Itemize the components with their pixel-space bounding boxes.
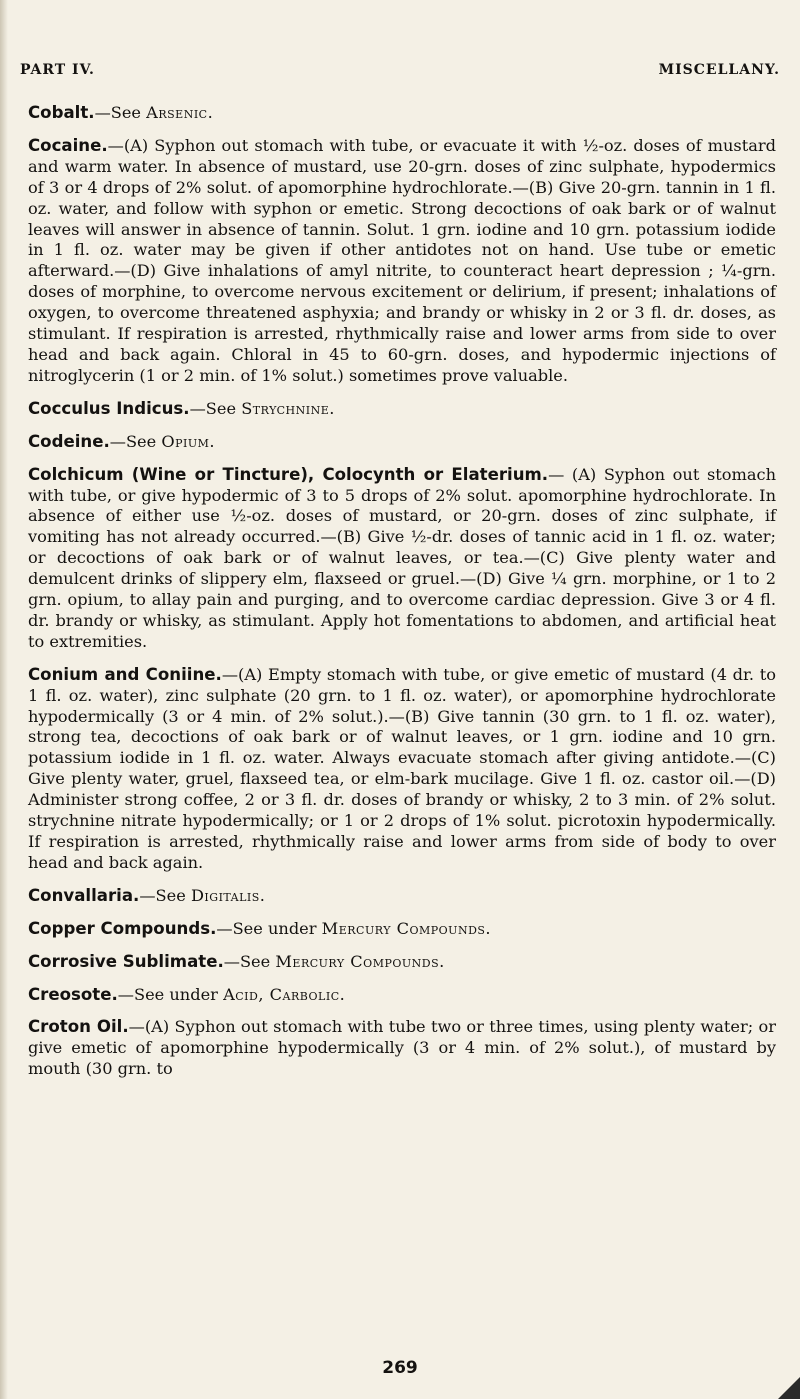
entry-codeine [28,432,776,453]
entry-heading: Copper Compounds. [28,918,217,938]
dash: — [189,398,206,418]
see-text: See under [133,984,218,1004]
entry-cobalt [28,103,776,124]
cross-reference: Digitalis. [190,885,266,905]
entry-convallaria [28,886,776,907]
page-body [28,103,776,1092]
entry-heading: Cobalt. [28,103,95,122]
dash: — [109,431,126,451]
entry-heading: Colchicum (Wine or Tincture), Colocynth or Elaterium. [28,464,549,484]
dash: — [223,951,240,971]
dash: — [216,918,233,938]
entry-creosote [28,985,776,1006]
dash: — [117,984,134,1004]
entry-text: — (A) Syphon out stomach with tube, or give hypodermic of 3 to 5 drops of 2% solut. apomorphine hydrochlorate. In absence of either use ½-oz. doses of mustard, or 20-grn. doses of zinc sulphate, if vomiting has not already occurred.—(B) Give ½-dr. doses of tannic acid in 1 fl. oz. water; or decoctions of oak bark or of walnut leaves, or tea.—(C) Give plenty water and demulcent drinks of slippery elm, flaxseed or gruel.—(D) Give ¼ grn. morphine, or 1 to 2 grn. opium, to allay pain and purging, and to overcome cardiac depression. Give 3 or 4 fl. dr. brandy or whisky, as stimulant. Apply hot fomentations to abdomen, and artificial heat to extremities. [28,464,777,651]
see-text: See under [232,918,317,938]
entry-heading: Croton Oil. [28,1017,129,1037]
cross-reference: Arsenic. [146,103,214,122]
entry-heading: Cocculus Indicus. [28,398,190,418]
page-corner-mark [778,1377,800,1399]
entry-heading: Creosote. [28,984,118,1004]
cross-reference: Mercury Compounds. [321,918,492,938]
entry-text: —(A) Syphon out stomach with tube two or three times, using plenty water; or give emetic of apomorphine hypodermically (3 or 4 min. of 2% solut.), of mustard by mouth (30 grn. to [28,1017,776,1079]
entry-cocaine [28,136,776,387]
see-text: See [125,431,157,451]
dash: — [94,103,111,122]
entry-heading: Conium and Coniine. [28,664,222,684]
dash: — [139,885,156,905]
page-number: 269 [382,1358,418,1378]
entry-heading: Convallaria. [28,885,140,905]
page-gutter-shadow [0,0,8,1399]
entry-text: (A) Syphon out stomach with tube, or evacuate it with ½-oz. doses of mustard and warm water. In absence of mustard, use 20-grn. doses of zinc sulphate, hypodermics of 3 or 4 drops of 2% solut. of apomorphine hydrochlorate.—(B) Give 20-grn. tannin in 1 fl. oz. water, and follow with syphon or emetic. Strong decoctions of oak bark or of walnut leaves will answer in absence of tannin. Solut. 1 grn. iodine and 10 grn. potassium iodide in 1 fl. oz. water may be given if other antidotes not on hand. Use tube or emetic afterward.—(D) Give inhalations of amyl nitrite, to counteract heart depression ; ¼-grn. doses of morphine, to overcome nervous excitement or delirium, if present; inhalations of oxygen, to overcome threatened asphyxia; and brandy or whisky in 2 or 3 fl. dr. doses, as stimulant. If respiration is arrested, rhythmically raise and lower arms from side to over head and back again. Chloral in 45 to 60-grn. doses, and hypodermic injections of nitroglycerin (1 or 2 min. of 1% solut.) sometimes prove valuable. [28,135,776,385]
cross-reference: Strychnine. [241,398,335,418]
see-text: See [205,398,237,418]
entry-cocculus-indicus [28,399,776,420]
entry-heading: Corrosive Sublimate. [28,951,224,971]
dash: — [107,135,124,155]
entry-text: —(A) Empty stomach with tube, or give emetic of mustard (4 dr. to 1 fl. oz. water), zinc sulphate (20 grn. to 1 fl. oz. water), or apomorphine hydrochlorate hypodermically (3 or 4 min. of 2% solut.).—(B) Give tannin (30 grn. to 1 fl. oz. water), strong tea, decoctions of oak bark or of walnut leaves, or 1 grn. iodine and 10 grn. potassium iodide in 1 fl. oz. water. Always evacuate stomach after giving antidote.—(C) Give plenty water, gruel, flaxseed tea, or elm-bark mucilage. Give 1 fl. oz. castor oil.—(D) Administer strong coffee, 2 or 3 fl. dr. doses of brandy or whisky, 2 to 3 min. of 2% solut. strychnine nitrate hypodermically; or 1 or 2 drops of 1% solut. picrotoxin hypodermically. If respiration is arrested, rhythmically raise and lower arms from side of body to over head and back again. [28,664,776,872]
see-text: See [239,951,271,971]
cross-reference: Mercury Compounds. [275,951,445,971]
see-text: See [155,885,186,905]
entry-copper-compounds [28,919,776,940]
entry-colchicum [28,465,776,653]
entry-heading: Codeine. [28,431,110,451]
entry-corrosive-sublimate [28,952,776,973]
header-section: MISCELLANY. [658,62,780,78]
running-header [20,62,780,84]
cross-reference: Opium. [161,431,216,451]
entry-conium [28,665,776,874]
entry-heading: Cocaine. [28,135,108,155]
entry-croton-oil [28,1017,776,1080]
header-part: PART IV. [20,62,95,78]
see-text: See [110,103,142,122]
cross-reference: Acid, Carbolic. [223,984,346,1004]
